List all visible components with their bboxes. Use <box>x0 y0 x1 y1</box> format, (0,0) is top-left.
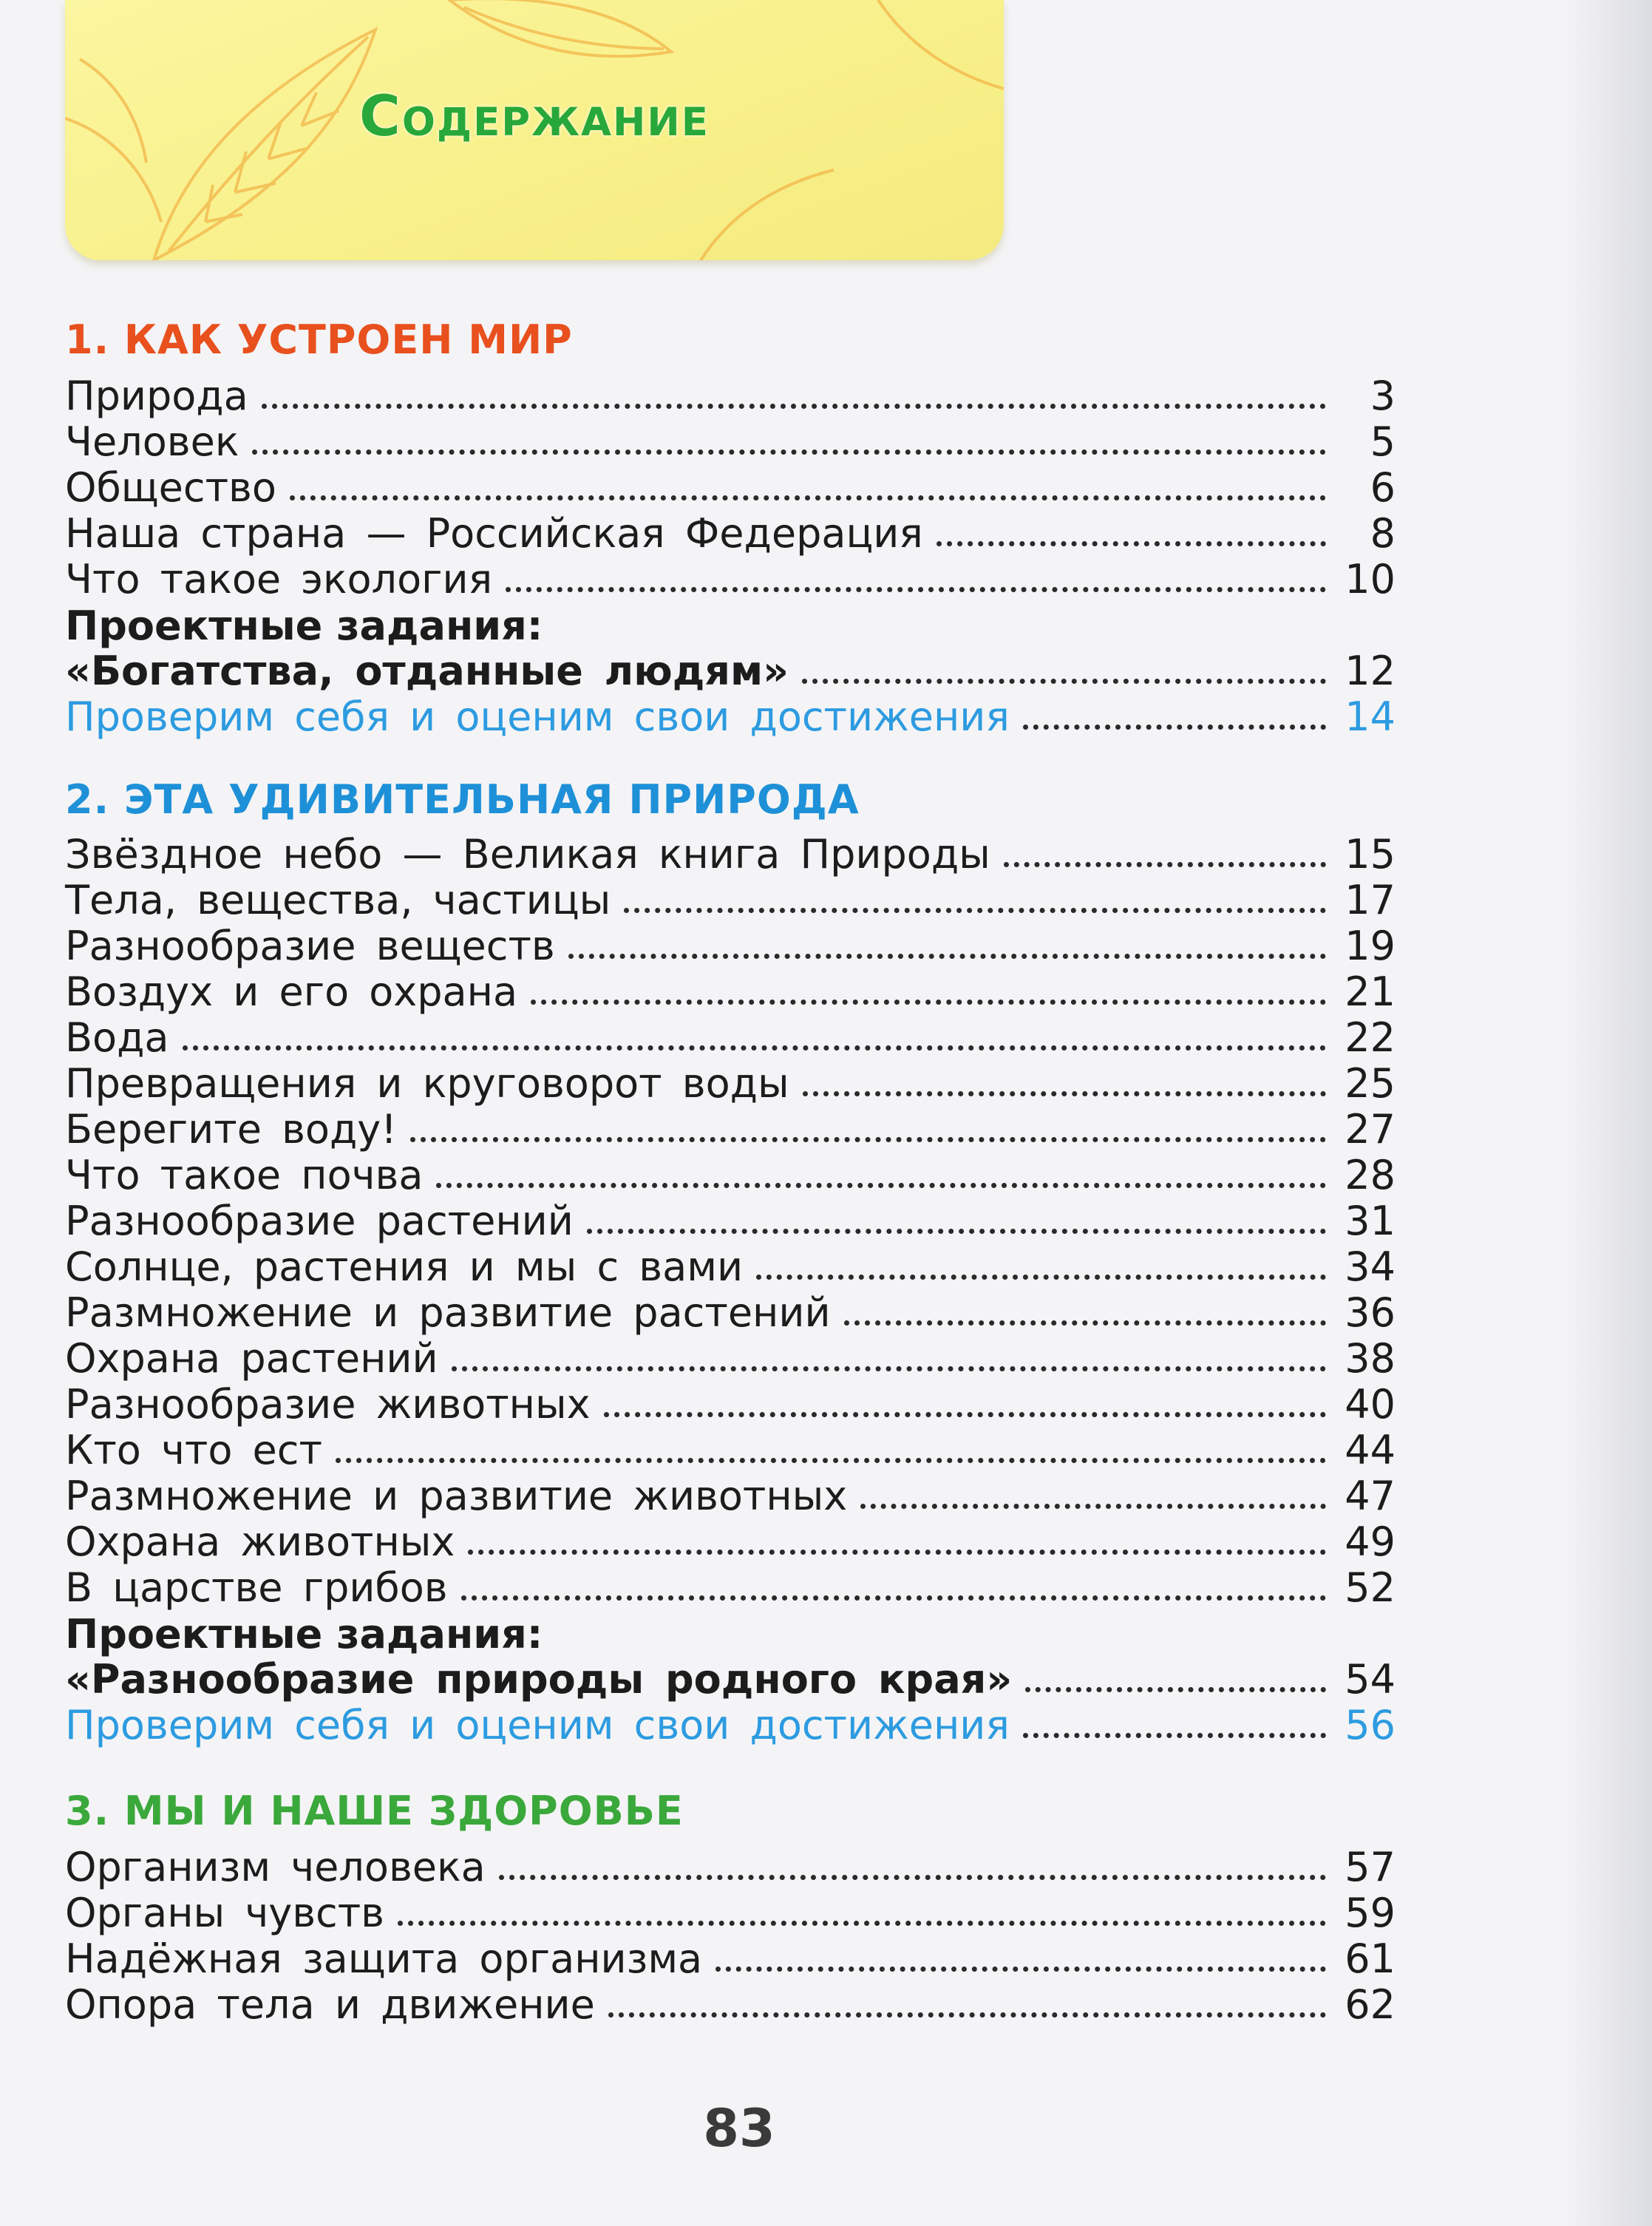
dot-leader <box>336 1458 1326 1463</box>
page-title: Содержание <box>359 83 710 149</box>
dot-leader <box>604 1412 1326 1417</box>
entry-page: 19 <box>1345 923 1396 969</box>
entry-title: Солнце, растения и мы с вами <box>65 1243 744 1290</box>
entry-title: Берегите воду! <box>65 1106 397 1153</box>
toc-entry[interactable] <box>65 832 1396 878</box>
entry-page: 62 <box>1345 1981 1396 2028</box>
entry-page: 36 <box>1345 1289 1396 1336</box>
dot-leader <box>802 679 1326 684</box>
entry-title: Что такое почва <box>65 1152 424 1198</box>
toc-entry[interactable] <box>65 1565 1396 1611</box>
entry-title: Превращения и круговорот воды <box>65 1060 789 1107</box>
page-number: 83 <box>703 2098 775 2159</box>
toc-entry-check[interactable] <box>65 694 1396 740</box>
entry-page: 6 <box>1370 464 1396 511</box>
dot-leader <box>262 404 1326 409</box>
entry-page: 38 <box>1345 1335 1396 1382</box>
entry-title: Что такое экология <box>65 556 493 603</box>
entry-title: В царстве грибов <box>65 1564 448 1611</box>
entry-title: Наша страна — Российская Федерация <box>65 510 923 557</box>
entry-title: Воздух и его охрана <box>65 968 518 1015</box>
entry-title: Проверим себя и оценим свои достижения <box>65 1702 1010 1748</box>
toc-entry[interactable] <box>65 1473 1396 1519</box>
entry-page: 10 <box>1345 556 1396 603</box>
entry-page: 22 <box>1345 1014 1396 1061</box>
dot-leader <box>860 1504 1326 1509</box>
entry-page: 31 <box>1345 1198 1396 1244</box>
section-heading-2: 2. ЭТА УДИВИТЕЛЬНАЯ ПРИРОДА <box>65 776 860 823</box>
toc-entry[interactable] <box>65 1107 1396 1153</box>
entry-title: Опора тела и движение <box>65 1981 595 2028</box>
toc-entry[interactable] <box>65 1982 1396 2028</box>
project-label: Проектные задания: <box>65 603 543 649</box>
entry-page: 5 <box>1370 418 1396 465</box>
entry-page: 40 <box>1345 1381 1396 1428</box>
entry-page: 27 <box>1345 1106 1396 1153</box>
entry-page: 14 <box>1345 693 1396 740</box>
dot-leader <box>937 541 1326 546</box>
toc-entry[interactable] <box>65 969 1396 1015</box>
dot-leader <box>252 449 1326 455</box>
entry-title: Охрана животных <box>65 1519 455 1565</box>
toc-entry[interactable] <box>65 1153 1396 1198</box>
toc-entry[interactable] <box>65 1061 1396 1107</box>
toc-entry[interactable] <box>65 1198 1396 1244</box>
entry-page: 59 <box>1345 1890 1396 1936</box>
entry-title: Разнообразие веществ <box>65 923 555 969</box>
entry-title: Проверим себя и оценим свои достижения <box>65 693 1010 740</box>
entry-title: Звёздное небо — Великая книга Природы <box>65 831 990 878</box>
toc-entry[interactable] <box>65 373 1396 419</box>
toc-entry-check[interactable] <box>65 1703 1396 1748</box>
dot-leader <box>290 495 1326 500</box>
toc-entry-project[interactable] <box>65 1657 1396 1703</box>
toc-entry[interactable] <box>65 1845 1396 1890</box>
entry-title: Природа <box>65 373 248 419</box>
entry-page: 34 <box>1345 1243 1396 1290</box>
section-heading-1: 1. КАК УСТРОЕН МИР <box>65 316 573 363</box>
dot-leader <box>624 908 1326 913</box>
entry-page: 56 <box>1345 1702 1396 1748</box>
page-edge-shadow <box>1563 0 1652 2226</box>
toc-entry[interactable] <box>65 1290 1396 1336</box>
entry-page: 3 <box>1370 373 1396 419</box>
toc-entry[interactable] <box>65 1890 1396 1936</box>
entry-title: Органы чувств <box>65 1890 385 1936</box>
dot-leader <box>715 1967 1326 1972</box>
entry-title: Тела, вещества, частицы <box>65 877 611 923</box>
entry-page: 54 <box>1345 1656 1396 1703</box>
entry-page: 57 <box>1345 1844 1396 1890</box>
entry-page: 17 <box>1345 877 1396 923</box>
entry-page: 47 <box>1345 1473 1396 1519</box>
toc-entry[interactable] <box>65 419 1396 465</box>
entry-title: Общество <box>65 464 276 511</box>
dot-leader <box>468 1550 1326 1555</box>
entry-title: Размножение и развитие растений <box>65 1289 831 1336</box>
entry-title: Кто что ест <box>65 1427 322 1473</box>
toc-entry[interactable] <box>65 923 1396 969</box>
dot-leader <box>608 2012 1326 2018</box>
entry-title: Размножение и развитие животных <box>65 1473 848 1519</box>
toc-entry[interactable] <box>65 1382 1396 1428</box>
entry-title: Разнообразие растений <box>65 1198 574 1244</box>
toc-entry[interactable] <box>65 1336 1396 1382</box>
entry-page: 49 <box>1345 1519 1396 1565</box>
dot-leader <box>803 1091 1326 1096</box>
header-band <box>65 0 1004 260</box>
section-heading-3: 3. МЫ И НАШЕ ЗДОРОВЬЕ <box>65 1788 684 1834</box>
dot-leader <box>461 1595 1326 1601</box>
entry-title: Человек <box>65 418 239 465</box>
dot-leader <box>410 1137 1326 1142</box>
entry-title: Надёжная защита организма <box>65 1935 703 1982</box>
entry-title: «Богатства, отданные людям» <box>65 648 789 694</box>
entry-page: 21 <box>1345 968 1396 1015</box>
toc-entry[interactable] <box>65 1936 1396 1982</box>
entry-page: 52 <box>1345 1564 1396 1611</box>
toc-entry[interactable] <box>65 1015 1396 1061</box>
dot-leader <box>587 1229 1326 1234</box>
entry-page: 15 <box>1345 831 1396 878</box>
toc-entry[interactable] <box>65 557 1396 603</box>
dot-leader <box>756 1275 1326 1280</box>
dot-leader <box>1023 725 1326 730</box>
dot-leader <box>452 1366 1326 1371</box>
entry-page: 61 <box>1345 1935 1396 1982</box>
dot-leader <box>844 1320 1326 1326</box>
project-label: Проектные задания: <box>65 1611 543 1657</box>
dot-leader <box>568 954 1326 959</box>
entry-page: 12 <box>1345 648 1396 694</box>
entry-title: Организм человека <box>65 1844 486 1890</box>
entry-title: «Разнообразие природы родного края» <box>65 1656 1013 1703</box>
toc-entry[interactable] <box>65 1519 1396 1565</box>
toc-entry-project[interactable] <box>65 648 1396 694</box>
toc-entry[interactable] <box>65 511 1396 557</box>
dot-leader <box>436 1183 1326 1188</box>
entry-title: Вода <box>65 1014 169 1061</box>
entry-page: 25 <box>1345 1060 1396 1107</box>
dot-leader <box>183 1045 1326 1051</box>
dot-leader <box>1025 1687 1326 1692</box>
dot-leader <box>531 1000 1326 1005</box>
toc-entry[interactable] <box>65 878 1396 923</box>
dot-leader <box>499 1875 1326 1880</box>
entry-title: Охрана растений <box>65 1335 438 1382</box>
dot-leader <box>398 1921 1326 1926</box>
entry-title: Разнообразие животных <box>65 1381 591 1428</box>
entry-page: 8 <box>1370 510 1396 557</box>
toc-entry[interactable] <box>65 465 1396 511</box>
dot-leader <box>1023 1733 1326 1738</box>
entry-page: 28 <box>1345 1152 1396 1198</box>
dot-leader <box>506 587 1326 592</box>
dot-leader <box>1004 862 1326 867</box>
toc-entry[interactable] <box>65 1244 1396 1290</box>
toc-entry[interactable] <box>65 1428 1396 1473</box>
entry-page: 44 <box>1345 1427 1396 1473</box>
